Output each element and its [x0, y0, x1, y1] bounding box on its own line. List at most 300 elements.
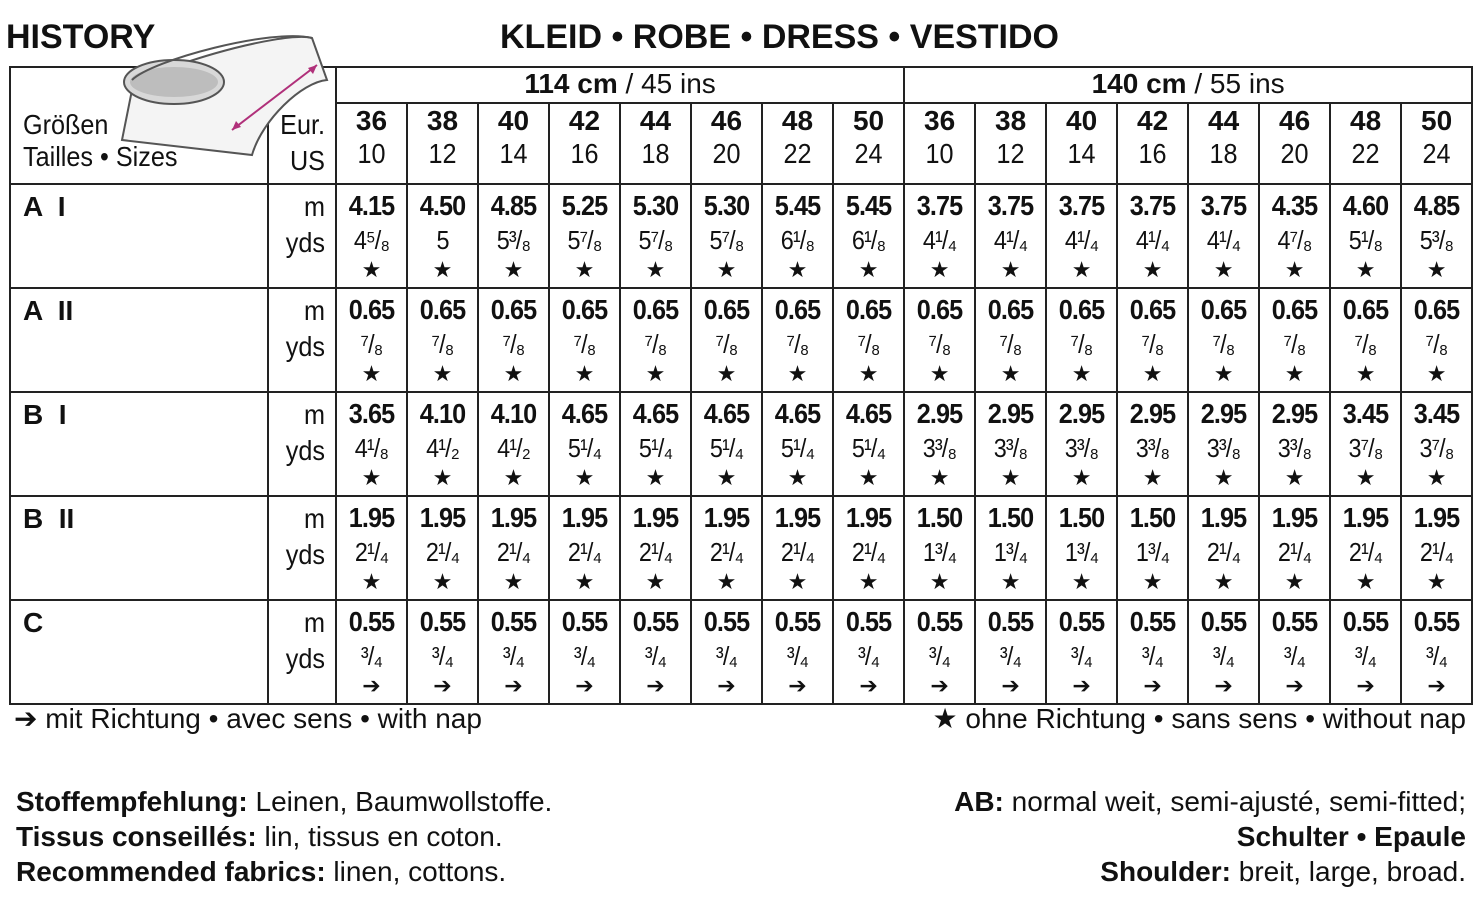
eur-size: 44: [639, 105, 672, 136]
meters-value: 2.95: [987, 398, 1034, 429]
yardage-cell: [762, 392, 833, 496]
nap-symbol: ★: [1000, 465, 1021, 490]
yardage-cell: [1117, 496, 1188, 600]
meters-value: 1.95: [845, 502, 892, 533]
yardage-cell: [336, 392, 407, 496]
yards-value: ³/₄: [786, 641, 809, 671]
yardage-cell: [904, 288, 975, 392]
yardage-cell: [975, 600, 1046, 704]
unit-yds: yds: [285, 539, 325, 570]
nap-symbol: ★: [1000, 257, 1021, 282]
nap-symbol: ★: [645, 257, 666, 282]
nap-symbol: ➔: [1285, 673, 1304, 698]
meters-value: 1.95: [774, 502, 821, 533]
meters-value: 1.95: [348, 502, 395, 533]
meters-value: 0.65: [490, 294, 537, 325]
nap-symbol: ★: [1426, 361, 1447, 386]
unit-m: m: [304, 295, 325, 326]
meters-value: 4.85: [490, 190, 537, 221]
eur-size: 46: [710, 105, 743, 136]
nap-symbol: ➔: [575, 673, 594, 698]
yards-value: 5⁷/₈: [709, 225, 744, 255]
yards-value: 3⁷/₈: [1348, 433, 1383, 463]
yards-value: 4¹/₄: [993, 225, 1028, 255]
yards-value: ⁷/₈: [1212, 329, 1235, 359]
us-size: 20: [712, 138, 741, 169]
yards-value: ³/₄: [1284, 641, 1306, 671]
fabric-bolt-icon: [112, 20, 342, 160]
meters-value: 0.55: [1200, 606, 1247, 637]
us-size: 16: [570, 138, 599, 169]
yardage-cell: [691, 392, 762, 496]
yards-value: 4¹/₄: [922, 225, 957, 255]
fabric-width-header: [904, 67, 1472, 103]
yardage-cell: [975, 496, 1046, 600]
us-size: 22: [783, 138, 812, 169]
yardage-cell: [1117, 288, 1188, 392]
yardage-cell: [478, 600, 549, 704]
yardage-cell: [691, 288, 762, 392]
meters-value: 5.45: [774, 190, 821, 221]
meters-value: 0.55: [1271, 606, 1318, 637]
yardage-cell: [1401, 288, 1472, 392]
us-size: 14: [499, 138, 528, 169]
fabric-width-header: [336, 67, 904, 103]
meters-value: 1.95: [419, 502, 466, 533]
nap-symbol: ★: [361, 569, 382, 594]
yardage-cell: [1188, 184, 1259, 288]
nap-symbol: ★: [1426, 257, 1447, 282]
meters-value: 5.30: [632, 190, 679, 221]
eur-size: 46: [1279, 105, 1311, 136]
yards-value: 2¹/₄: [496, 537, 531, 567]
nap-symbol: ★: [645, 361, 666, 386]
yards-value: ⁷/₈: [573, 329, 596, 359]
yards-value: 2¹/₄: [1206, 537, 1241, 567]
yardage-cell: [975, 392, 1046, 496]
yardage-cell: [762, 496, 833, 600]
yardage-cell: [1401, 496, 1472, 600]
eur-size: 40: [1066, 105, 1098, 136]
us-label: US: [289, 145, 325, 176]
yardage-cell: [336, 600, 407, 704]
fit-info: [954, 784, 1466, 889]
meters-value: 1.95: [1200, 502, 1247, 533]
meters-value: 0.55: [348, 606, 395, 637]
meters-value: 0.55: [490, 606, 537, 637]
meters-value: 1.95: [632, 502, 679, 533]
nap-symbol: ★: [1284, 465, 1305, 490]
us-size: 16: [1138, 138, 1167, 169]
yards-value: 5⁷/₈: [638, 225, 673, 255]
yards-value: 2¹/₄: [1419, 537, 1454, 567]
nap-symbol: ★: [1071, 361, 1092, 386]
sizes-label-de: Größen: [23, 109, 109, 140]
yards-value: 5¹/₄: [709, 433, 744, 463]
yardage-cell: [1117, 184, 1188, 288]
view-row: [10, 392, 1472, 496]
view-row: [10, 288, 1472, 392]
unit-cell: [268, 184, 336, 288]
unit-m: m: [304, 191, 325, 222]
nap-symbol: ★: [716, 465, 737, 490]
yardage-cell: [549, 184, 620, 288]
size-col-header: [1401, 103, 1472, 184]
yardage-cell: [407, 184, 478, 288]
yards-value: 5¹/₄: [780, 433, 815, 463]
meters-value: 3.75: [1058, 190, 1105, 221]
yards-value: 3³/₈: [922, 433, 957, 463]
yardage-cell: [1330, 496, 1401, 600]
us-size: 14: [1067, 138, 1096, 169]
nap-symbol: ➔: [930, 673, 949, 698]
meters-value: 0.65: [1200, 294, 1247, 325]
yards-value: ⁷/₈: [360, 329, 383, 359]
yards-value: ⁷/₈: [1425, 329, 1448, 359]
view-row: [10, 600, 1472, 704]
nap-symbol: ★: [929, 361, 950, 386]
legend-without-nap: ★ ohne Richtung • sans sens • without nap: [932, 703, 1466, 734]
meters-value: 4.10: [490, 398, 537, 429]
yardage-cell: [478, 184, 549, 288]
meters-value: 1.95: [1342, 502, 1389, 533]
nap-symbol: ★: [716, 361, 737, 386]
yards-value: 5¹/₈: [1348, 225, 1383, 255]
nap-symbol: ★: [574, 569, 595, 594]
meters-value: 0.65: [845, 294, 892, 325]
meters-value: 2.95: [1271, 398, 1318, 429]
nap-symbol: ★: [1426, 569, 1447, 594]
meters-value: 2.95: [1129, 398, 1176, 429]
meters-value: 0.65: [774, 294, 821, 325]
eur-size: 38: [995, 105, 1027, 136]
nap-symbol: ★: [1142, 361, 1163, 386]
fit-ab-label: AB:: [954, 786, 1004, 817]
meters-value: 0.55: [703, 606, 750, 637]
size-col-header: [620, 103, 691, 184]
size-col-header: [549, 103, 620, 184]
yardage-cell: [904, 184, 975, 288]
size-col-header: [833, 103, 904, 184]
yardage-cell: [1401, 392, 1472, 496]
nap-symbol: ★: [858, 257, 879, 282]
meters-value: 1.95: [703, 502, 750, 533]
eur-size: 48: [1350, 105, 1382, 136]
yardage-cell: [1259, 600, 1330, 704]
yards-value: ³/₄: [431, 641, 454, 671]
yards-value: ⁷/₈: [928, 329, 951, 359]
nap-symbol: ★: [1213, 257, 1234, 282]
sizes-label-fr-en: Tailles • Sizes: [23, 141, 178, 172]
nap-symbol: ➔: [433, 673, 452, 698]
nap-symbol: ★: [1284, 361, 1305, 386]
nap-symbol: ★: [361, 361, 382, 386]
meters-value: 4.65: [703, 398, 750, 429]
meters-value: 3.75: [1129, 190, 1176, 221]
yards-value: 3³/₈: [1277, 433, 1312, 463]
nap-symbol: ★: [361, 257, 382, 282]
rec-en-label: Recommended fabrics:: [16, 856, 326, 887]
meters-value: 4.10: [419, 398, 466, 429]
yards-value: ³/₄: [857, 641, 880, 671]
nap-symbol: ★: [1142, 465, 1163, 490]
yards-value: 4¹/₂: [497, 433, 530, 463]
yardage-cell: [1401, 600, 1472, 704]
nap-symbol: ★: [858, 569, 879, 594]
meters-value: 4.50: [419, 190, 466, 221]
yardage-cell: [1188, 496, 1259, 600]
yards-value: 4¹/₄: [1135, 225, 1170, 255]
yards-value: 2¹/₄: [709, 537, 744, 567]
yards-value: ⁷/₈: [786, 329, 809, 359]
nap-symbol: ★: [1071, 257, 1092, 282]
yardage-cell: [620, 392, 691, 496]
yards-value: ³/₄: [502, 641, 525, 671]
fit-ab-text: normal weit, semi-ajusté, semi-fitted;: [1003, 786, 1466, 817]
size-col-header: [1046, 103, 1117, 184]
nap-symbol: ➔: [1143, 673, 1162, 698]
nap-symbol: ★: [1071, 569, 1092, 594]
yardage-cell: [1188, 288, 1259, 392]
nap-symbol: ★: [1355, 569, 1376, 594]
yards-value: 1³/₄: [1064, 537, 1099, 567]
nap-symbol: ★: [432, 257, 453, 282]
yardage-cell: [1188, 392, 1259, 496]
yards-value: 6¹/₈: [780, 225, 815, 255]
eur-size: 42: [1137, 105, 1169, 136]
yardage-cell: [336, 184, 407, 288]
meters-value: 0.65: [561, 294, 608, 325]
yards-value: 5¹/₄: [567, 433, 602, 463]
us-size: 10: [357, 138, 386, 169]
meters-value: 4.15: [348, 190, 395, 221]
yardage-cell: [549, 600, 620, 704]
width-cm: 140 cm: [1091, 68, 1187, 99]
yards-value: 2¹/₄: [1348, 537, 1383, 567]
view-row: [10, 496, 1472, 600]
nap-symbol: ★: [1355, 257, 1376, 282]
width-ins: 55 ins: [1209, 68, 1285, 99]
yards-value: ⁷/₈: [644, 329, 667, 359]
meters-value: 2.95: [916, 398, 963, 429]
meters-value: 2.95: [1058, 398, 1105, 429]
meters-value: 1.95: [1413, 502, 1460, 533]
yardage-cell: [1330, 392, 1401, 496]
meters-value: 4.65: [561, 398, 608, 429]
yardage-cell: [1117, 392, 1188, 496]
nap-symbol: ★: [432, 465, 453, 490]
nap-symbol: ★: [574, 465, 595, 490]
fabric-recommendations: [16, 784, 552, 889]
width-sep: /: [1186, 68, 1210, 99]
yardage-cell: [478, 496, 549, 600]
yardage-cell: [407, 496, 478, 600]
yards-value: ³/₄: [1142, 641, 1164, 671]
yards-value: ³/₄: [1213, 641, 1235, 671]
yardage-cell: [762, 184, 833, 288]
meters-value: 0.55: [1413, 606, 1460, 637]
meters-value: 3.75: [1200, 190, 1247, 221]
meters-value: 0.55: [632, 606, 679, 637]
us-size: 18: [1209, 138, 1238, 169]
meters-value: 0.55: [916, 606, 963, 637]
garment-title: KLEID • ROBE • DRESS • VESTIDO: [500, 18, 1060, 56]
yardage-cell: [1259, 392, 1330, 496]
rec-de-text: Leinen, Baumwollstoffe.: [247, 786, 553, 817]
meters-value: 0.65: [632, 294, 679, 325]
yards-value: ⁷/₈: [431, 329, 454, 359]
nap-symbol: ★: [503, 465, 524, 490]
yards-value: 4¹/₄: [1206, 225, 1241, 255]
rec-fr-text: lin, tissus en coton.: [256, 821, 503, 852]
meters-value: 0.65: [1271, 294, 1318, 325]
meters-value: 0.65: [1058, 294, 1105, 325]
nap-symbol: ★: [574, 257, 595, 282]
nap-symbol: ★: [787, 257, 808, 282]
yards-value: 2¹/₄: [851, 537, 886, 567]
yardage-cell: [833, 392, 904, 496]
meters-value: 1.50: [1058, 502, 1105, 533]
meters-value: 0.55: [1129, 606, 1176, 637]
meters-value: 3.75: [916, 190, 963, 221]
us-size: 10: [925, 138, 954, 169]
yards-value: 2¹/₄: [425, 537, 460, 567]
yards-value: ⁷/₈: [1070, 329, 1093, 359]
yards-value: 5¹/₄: [638, 433, 673, 463]
yards-value: ⁷/₈: [1141, 329, 1164, 359]
yards-value: ³/₄: [1426, 641, 1448, 671]
yardage-cell: [1046, 600, 1117, 704]
eur-size: 40: [497, 105, 530, 136]
nap-symbol: ★: [361, 465, 382, 490]
us-size: 18: [641, 138, 670, 169]
size-col-header: [1117, 103, 1188, 184]
yards-value: ⁷/₈: [1283, 329, 1306, 359]
nap-symbol: ★: [929, 257, 950, 282]
nap-symbol: ★: [574, 361, 595, 386]
size-col-header: [691, 103, 762, 184]
yards-value: ³/₄: [1000, 641, 1022, 671]
meters-value: 4.35: [1271, 190, 1318, 221]
meters-value: 0.65: [916, 294, 963, 325]
meters-value: 3.75: [987, 190, 1034, 221]
yards-value: ⁷/₈: [715, 329, 738, 359]
nap-symbol: ★: [645, 569, 666, 594]
us-size: 12: [996, 138, 1025, 169]
nap-symbol: ★: [787, 569, 808, 594]
us-size: 22: [1351, 138, 1380, 169]
yardage-cell: [1046, 288, 1117, 392]
yards-value: 2¹/₄: [567, 537, 602, 567]
yardage-cell: [904, 600, 975, 704]
nap-symbol: ➔: [1427, 673, 1446, 698]
us-size: 24: [1422, 138, 1451, 169]
nap-symbol: ★: [1284, 257, 1305, 282]
yardage-cell: [904, 496, 975, 600]
yards-value: ⁷/₈: [999, 329, 1022, 359]
view-label: C: [10, 600, 268, 704]
yardage-cell: [620, 600, 691, 704]
yardage-cell: [549, 392, 620, 496]
yardage-cell: [1117, 600, 1188, 704]
nap-symbol: ★: [1000, 361, 1021, 386]
yardage-cell: [904, 392, 975, 496]
size-col-header: [762, 103, 833, 184]
nap-symbol: ★: [716, 569, 737, 594]
eur-size: 42: [568, 105, 601, 136]
nap-symbol: ★: [1142, 569, 1163, 594]
nap-symbol: ★: [1071, 465, 1092, 490]
meters-value: 0.65: [1342, 294, 1389, 325]
nap-symbol: ★: [503, 569, 524, 594]
nap-symbol: ★: [858, 465, 879, 490]
yards-value: 5¹/₄: [851, 433, 886, 463]
yardage-cell: [833, 184, 904, 288]
yards-value: 3³/₈: [1135, 433, 1170, 463]
yards-value: 5: [436, 225, 449, 255]
nap-symbol: ★: [929, 569, 950, 594]
nap-symbol: ★: [503, 257, 524, 282]
yards-value: ⁷/₈: [857, 329, 880, 359]
meters-value: 5.25: [561, 190, 608, 221]
unit-yds: yds: [285, 227, 325, 258]
yardage-cell: [1188, 600, 1259, 704]
size-col-header: [904, 103, 975, 184]
eur-size: 38: [426, 105, 459, 136]
eur-size: 50: [852, 105, 885, 136]
meters-value: 2.95: [1200, 398, 1247, 429]
meters-value: 1.50: [916, 502, 963, 533]
yardage-cell: [762, 288, 833, 392]
yards-value: 3³/₈: [1206, 433, 1241, 463]
meters-value: 0.65: [1129, 294, 1176, 325]
yardage-cell: [833, 600, 904, 704]
yardage-cell: [762, 600, 833, 704]
nap-symbol: ➔: [504, 673, 523, 698]
view-row: [10, 184, 1472, 288]
meters-value: 1.95: [1271, 502, 1318, 533]
nap-symbol: ➔: [1214, 673, 1233, 698]
yardage-cell: [1330, 288, 1401, 392]
yards-value: 2¹/₄: [354, 537, 389, 567]
yardage-cell: [407, 392, 478, 496]
yardage-cell: [478, 288, 549, 392]
meters-value: 3.45: [1413, 398, 1460, 429]
yardage-cell: [1401, 184, 1472, 288]
yardage-cell: [407, 288, 478, 392]
nap-symbol: ★: [645, 465, 666, 490]
eur-size: 44: [1208, 105, 1240, 136]
meters-value: 0.55: [845, 606, 892, 637]
yardage-cell: [1259, 288, 1330, 392]
meters-value: 0.55: [1058, 606, 1105, 637]
nap-symbol: ★: [432, 361, 453, 386]
yardage-cell: [691, 184, 762, 288]
yards-value: 1³/₄: [1135, 537, 1170, 567]
size-col-header: [975, 103, 1046, 184]
yards-value: ³/₄: [360, 641, 383, 671]
yards-value: 3³/₈: [993, 433, 1028, 463]
yardage-cell: [1046, 392, 1117, 496]
yardage-cell: [478, 392, 549, 496]
yards-value: 5³/₈: [1419, 225, 1454, 255]
yardage-cell: [549, 288, 620, 392]
unit-m: m: [304, 607, 325, 638]
yards-value: 3³/₈: [1064, 433, 1099, 463]
unit-cell: [268, 288, 336, 392]
unit-cell: [268, 392, 336, 496]
meters-value: 0.55: [1342, 606, 1389, 637]
